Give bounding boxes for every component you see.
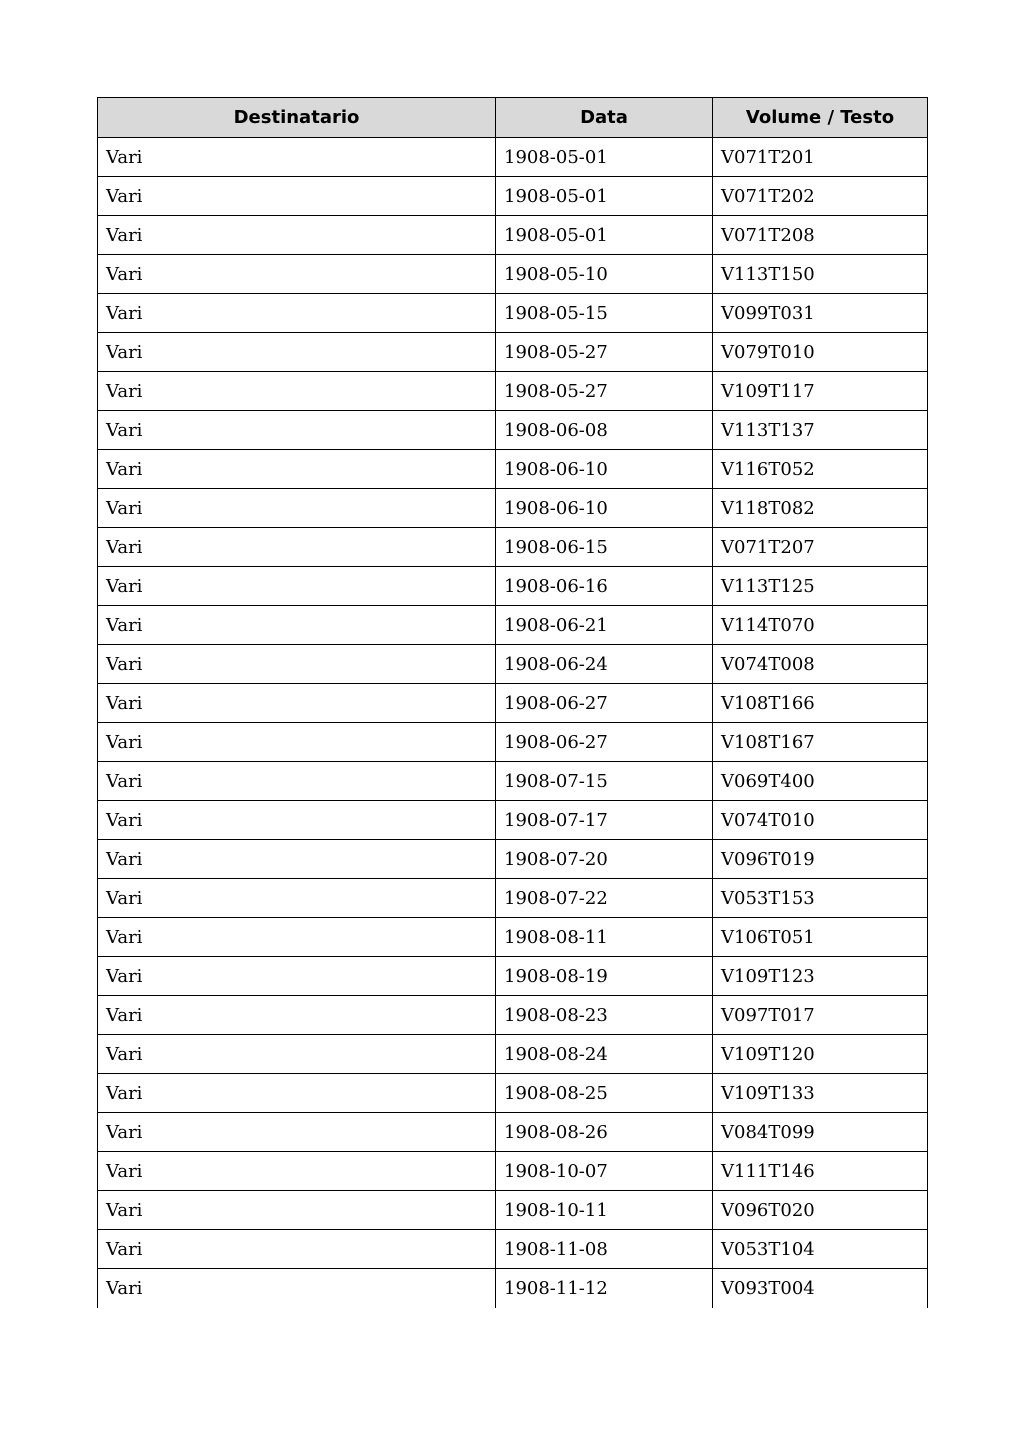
cell-destinatario: Vari: [98, 840, 496, 879]
cell-data: 1908-08-25: [496, 1074, 713, 1113]
cell-volume-testo: V113T125: [713, 567, 928, 606]
cell-data: 1908-06-10: [496, 489, 713, 528]
table-row: [98, 216, 928, 255]
table-row: [98, 840, 928, 879]
cell-volume-testo: V113T137: [713, 411, 928, 450]
cell-destinatario: Vari: [98, 879, 496, 918]
cell-volume-testo: V099T031: [713, 294, 928, 333]
cell-destinatario: Vari: [98, 294, 496, 333]
cell-volume-testo: V097T017: [713, 996, 928, 1035]
cell-destinatario: Vari: [98, 138, 496, 177]
cell-volume-testo: V113T150: [713, 255, 928, 294]
cell-destinatario: Vari: [98, 1152, 496, 1191]
cell-destinatario: Vari: [98, 723, 496, 762]
cell-destinatario: Vari: [98, 762, 496, 801]
cell-destinatario: Vari: [98, 567, 496, 606]
cell-destinatario: Vari: [98, 1074, 496, 1113]
cell-data: 1908-07-22: [496, 879, 713, 918]
table-row: [98, 1230, 928, 1269]
cell-destinatario: Vari: [98, 1113, 496, 1152]
cell-volume-testo: V071T202: [713, 177, 928, 216]
cell-volume-testo: V093T004: [713, 1269, 928, 1308]
cell-destinatario: Vari: [98, 333, 496, 372]
cell-volume-testo: V069T400: [713, 762, 928, 801]
cell-destinatario: Vari: [98, 957, 496, 996]
cell-data: 1908-05-27: [496, 333, 713, 372]
cell-volume-testo: V079T010: [713, 333, 928, 372]
table-row: [98, 1191, 928, 1230]
cell-volume-testo: V118T082: [713, 489, 928, 528]
table-row: [98, 294, 928, 333]
cell-destinatario: Vari: [98, 450, 496, 489]
cell-destinatario: Vari: [98, 489, 496, 528]
cell-volume-testo: V071T208: [713, 216, 928, 255]
table-row: [98, 645, 928, 684]
table-row: [98, 918, 928, 957]
column-header-data: Data: [496, 98, 713, 138]
cell-volume-testo: V114T070: [713, 606, 928, 645]
cell-data: 1908-06-15: [496, 528, 713, 567]
table-row: [98, 762, 928, 801]
table-row: [98, 801, 928, 840]
cell-data: 1908-08-11: [496, 918, 713, 957]
cell-data: 1908-10-11: [496, 1191, 713, 1230]
table-row: [98, 1074, 928, 1113]
table-row: [98, 489, 928, 528]
cell-volume-testo: V074T008: [713, 645, 928, 684]
table-row: [98, 879, 928, 918]
cell-data: 1908-05-15: [496, 294, 713, 333]
cell-data: 1908-08-24: [496, 1035, 713, 1074]
cell-data: 1908-06-27: [496, 723, 713, 762]
table-row: [98, 1152, 928, 1191]
table-row: [98, 255, 928, 294]
cell-destinatario: Vari: [98, 801, 496, 840]
table-header: [98, 98, 928, 138]
cell-data: 1908-07-20: [496, 840, 713, 879]
cell-volume-testo: V096T019: [713, 840, 928, 879]
cell-volume-testo: V096T020: [713, 1191, 928, 1230]
table-row: [98, 333, 928, 372]
table-body: [98, 138, 928, 1308]
column-header-volume-testo: Volume / Testo: [713, 98, 928, 138]
cell-data: 1908-06-21: [496, 606, 713, 645]
table-row: [98, 177, 928, 216]
cell-volume-testo: V108T166: [713, 684, 928, 723]
table-row: [98, 450, 928, 489]
cell-destinatario: Vari: [98, 528, 496, 567]
cell-destinatario: Vari: [98, 1230, 496, 1269]
table-row: [98, 411, 928, 450]
cell-volume-testo: V074T010: [713, 801, 928, 840]
table-row: [98, 957, 928, 996]
table-row: [98, 372, 928, 411]
cell-data: 1908-05-27: [496, 372, 713, 411]
cell-data: 1908-06-08: [496, 411, 713, 450]
cell-data: 1908-05-01: [496, 177, 713, 216]
cell-data: 1908-06-10: [496, 450, 713, 489]
cell-volume-testo: V071T201: [713, 138, 928, 177]
cell-volume-testo: V084T099: [713, 1113, 928, 1152]
cell-data: 1908-11-12: [496, 1269, 713, 1308]
cell-destinatario: Vari: [98, 372, 496, 411]
table-row: [98, 684, 928, 723]
records-table: [97, 97, 928, 1308]
cell-data: 1908-08-19: [496, 957, 713, 996]
cell-volume-testo: V106T051: [713, 918, 928, 957]
table-row: [98, 138, 928, 177]
cell-volume-testo: V111T146: [713, 1152, 928, 1191]
cell-destinatario: Vari: [98, 684, 496, 723]
cell-data: 1908-08-23: [496, 996, 713, 1035]
cell-data: 1908-05-01: [496, 138, 713, 177]
cell-data: 1908-06-16: [496, 567, 713, 606]
cell-volume-testo: V109T133: [713, 1074, 928, 1113]
cell-data: 1908-11-08: [496, 1230, 713, 1269]
cell-destinatario: Vari: [98, 177, 496, 216]
cell-destinatario: Vari: [98, 216, 496, 255]
cell-volume-testo: V053T153: [713, 879, 928, 918]
cell-volume-testo: V053T104: [713, 1230, 928, 1269]
cell-destinatario: Vari: [98, 606, 496, 645]
cell-data: 1908-07-17: [496, 801, 713, 840]
cell-data: 1908-06-24: [496, 645, 713, 684]
cell-destinatario: Vari: [98, 411, 496, 450]
cell-destinatario: Vari: [98, 918, 496, 957]
cell-data: 1908-07-15: [496, 762, 713, 801]
cell-volume-testo: V109T117: [713, 372, 928, 411]
table-row: [98, 567, 928, 606]
cell-volume-testo: V108T167: [713, 723, 928, 762]
cell-data: 1908-05-10: [496, 255, 713, 294]
cell-data: 1908-05-01: [496, 216, 713, 255]
table-row: [98, 996, 928, 1035]
cell-volume-testo: V109T123: [713, 957, 928, 996]
table-row: [98, 1035, 928, 1074]
cell-data: 1908-10-07: [496, 1152, 713, 1191]
table-row: [98, 1113, 928, 1152]
header-row: [98, 98, 928, 138]
cell-volume-testo: V071T207: [713, 528, 928, 567]
table-row: [98, 1269, 928, 1308]
cell-destinatario: Vari: [98, 1269, 496, 1308]
cell-volume-testo: V109T120: [713, 1035, 928, 1074]
cell-data: 1908-08-26: [496, 1113, 713, 1152]
table-row: [98, 723, 928, 762]
table-row: [98, 606, 928, 645]
cell-data: 1908-06-27: [496, 684, 713, 723]
cell-destinatario: Vari: [98, 1191, 496, 1230]
cell-volume-testo: V116T052: [713, 450, 928, 489]
cell-destinatario: Vari: [98, 1035, 496, 1074]
cell-destinatario: Vari: [98, 255, 496, 294]
table-row: [98, 528, 928, 567]
cell-destinatario: Vari: [98, 996, 496, 1035]
cell-destinatario: Vari: [98, 645, 496, 684]
column-header-destinatario: Destinatario: [98, 98, 496, 138]
